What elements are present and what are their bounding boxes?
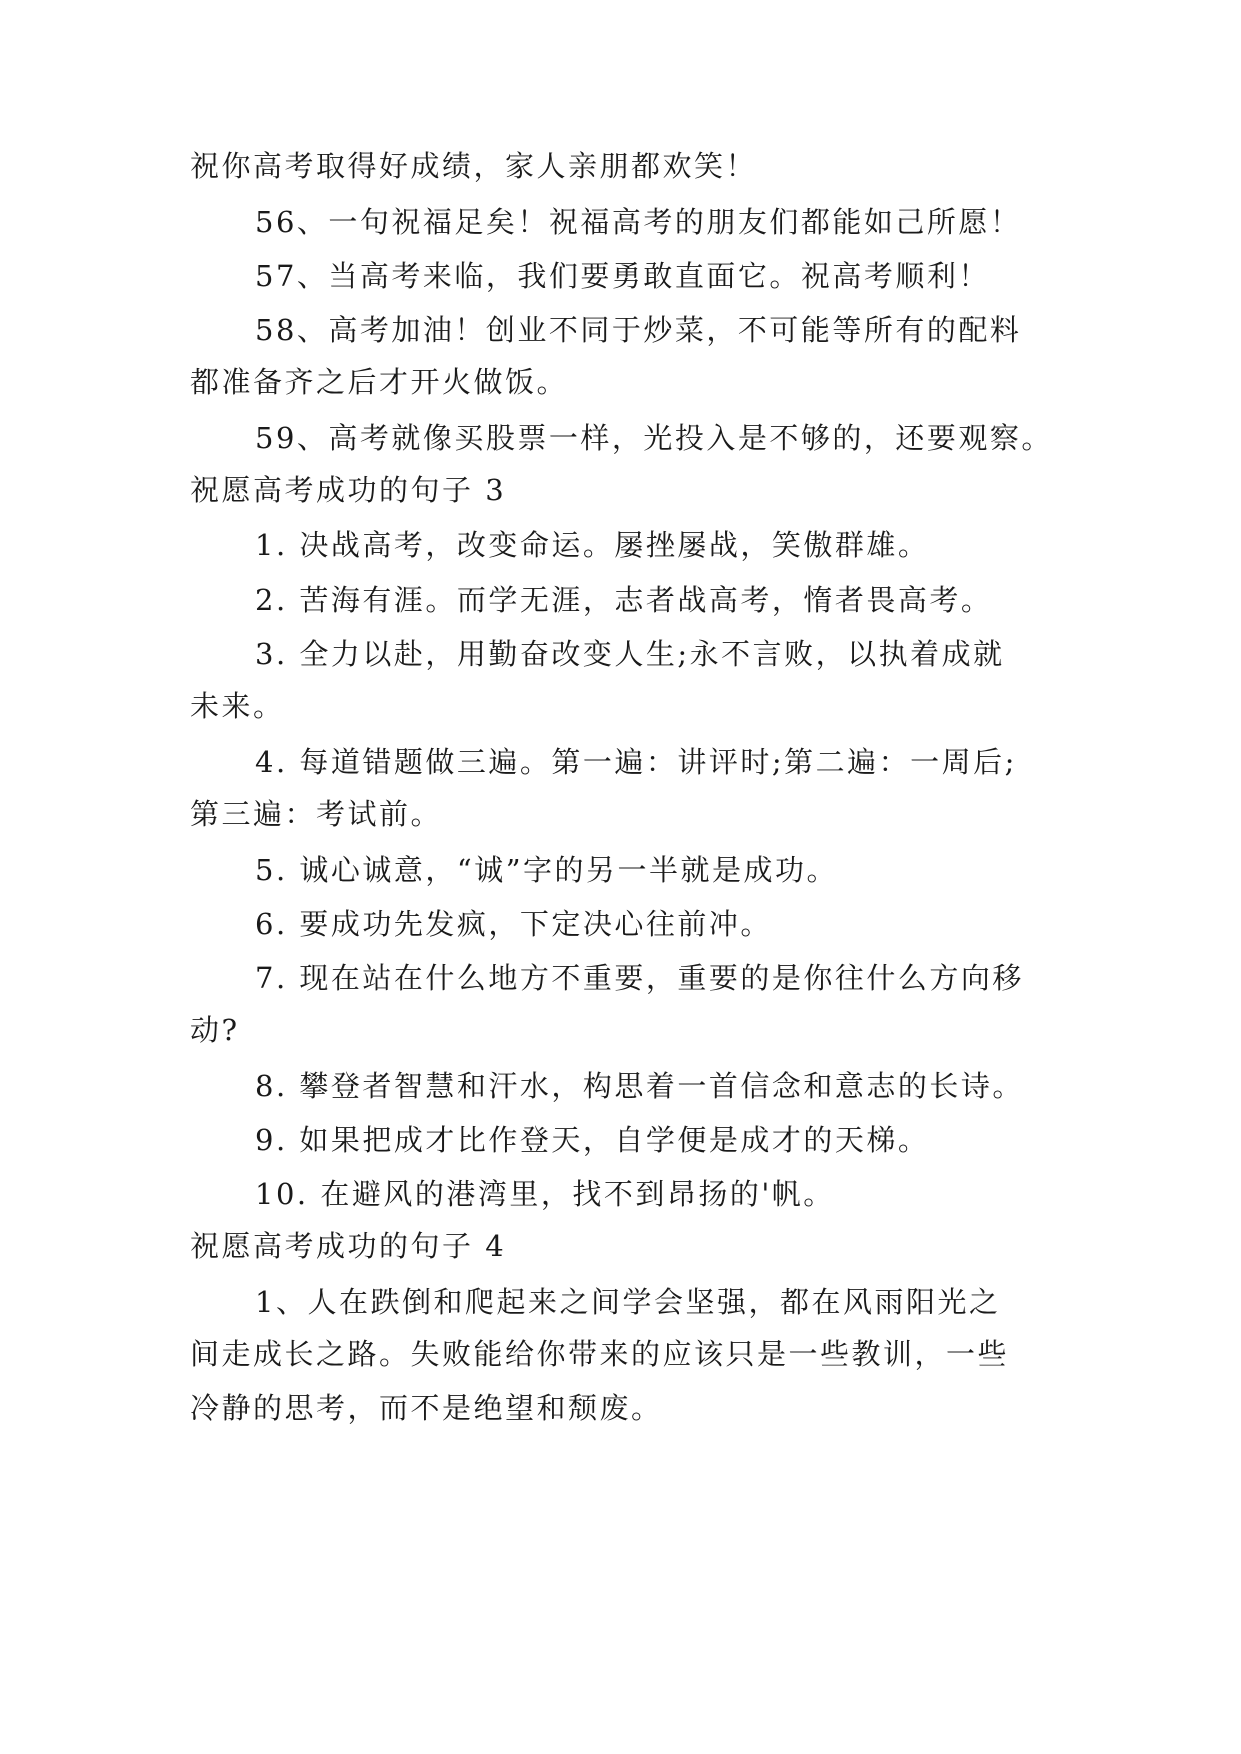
section-heading: 祝愿高考成功的句子 4 — [190, 1229, 507, 1263]
text-line: 5. 诚心诚意，“诚”字的另一半就是成功。 — [255, 853, 839, 887]
text-line: 1、人在跌倒和爬起来之间学会坚强，都在风雨阳光之 — [255, 1285, 1001, 1319]
text-line: 4. 每道错题做三遍。第一遍：讲评时;第二遍：一周后; — [255, 745, 1017, 779]
text-line: 56、一句祝福足矣！祝福高考的朋友们都能如己所愿！ — [255, 205, 1022, 239]
text-line: 都准备齐之后才开火做饭。 — [190, 365, 569, 399]
text-line: 第三遍：考试前。 — [190, 797, 443, 831]
text-line: 7. 现在站在什么地方不重要，重要的是你往什么方向移 — [255, 961, 1024, 995]
section-heading: 祝愿高考成功的句子 3 — [190, 473, 507, 507]
text-line: 动? — [190, 1013, 240, 1047]
text-line: 间走成长之路。失败能给你带来的应该只是一些教训，一些 — [190, 1337, 1010, 1371]
text-line: 祝你高考取得好成绩，家人亲朋都欢笑！ — [190, 149, 758, 183]
text-line: 1. 决战高考，改变命运。屡挫屡战，笑傲群雄。 — [255, 528, 930, 562]
text-line: 未来。 — [190, 689, 285, 723]
text-line: 冷静的思考，而不是绝望和颓废。 — [190, 1391, 663, 1425]
text-line: 58、高考加油！创业不同于炒菜，不可能等所有的配料 — [255, 313, 1022, 347]
text-line: 8. 攀登者智慧和汗水，构思着一首信念和意志的长诗。 — [255, 1069, 1024, 1103]
text-line: 59、高考就像买股票一样，光投入是不够的，还要观察。 — [255, 421, 1053, 455]
text-line: 10. 在避风的港湾里，找不到昂扬的'帆。 — [255, 1177, 835, 1211]
text-line: 9. 如果把成才比作登天，自学便是成才的天梯。 — [255, 1123, 930, 1157]
text-line: 6. 要成功先发疯，下定决心往前冲。 — [255, 907, 772, 941]
text-line: 57、当高考来临，我们要勇敢直面它。祝高考顺利！ — [255, 259, 990, 293]
text-line: 2. 苦海有涯。而学无涯，志者战高考，惰者畏高考。 — [255, 583, 993, 617]
text-line: 3. 全力以赴，用勤奋改变人生;永不言败，以执着成就 — [255, 637, 1005, 671]
